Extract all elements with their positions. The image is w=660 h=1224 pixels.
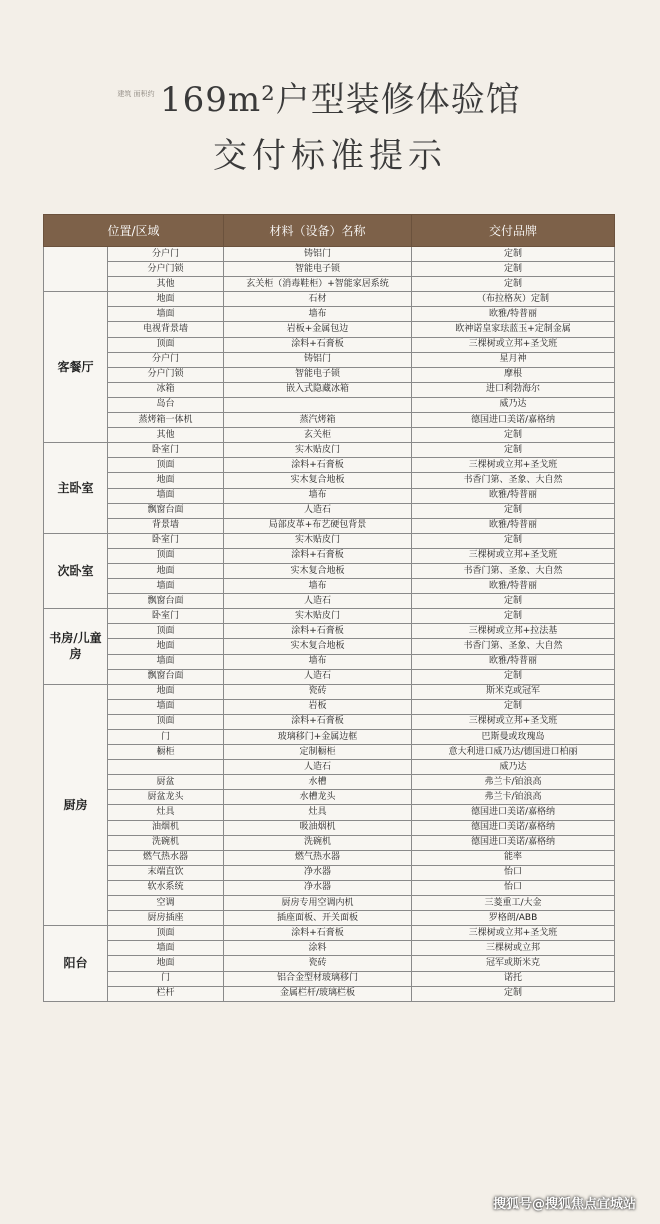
- table-row: [44, 473, 615, 488]
- material-cell: 人造石: [224, 669, 412, 684]
- brand-cell: 定制: [412, 428, 615, 443]
- table-row: [44, 699, 615, 714]
- sub-location-cell: 顶面: [108, 714, 224, 729]
- brand-cell: 三棵树或立邦+圣戈班: [412, 458, 615, 473]
- material-cell: 蒸汽烤箱: [224, 413, 412, 428]
- table-row: [44, 443, 615, 458]
- material-cell: 岩板+金属包边: [224, 322, 412, 337]
- brand-cell: 怡口: [412, 880, 615, 895]
- table-row: [44, 745, 615, 760]
- sub-location-cell: [108, 760, 224, 775]
- material-cell: 智能电子锁: [224, 367, 412, 382]
- material-cell: 嵌入式隐藏冰箱: [224, 382, 412, 397]
- sub-location-cell: 墙面: [108, 654, 224, 669]
- material-cell: 净水器: [224, 865, 412, 880]
- material-cell: 插座面板、开关面板: [224, 911, 412, 926]
- table-row: [44, 413, 615, 428]
- sub-location-cell: 末端直饮: [108, 865, 224, 880]
- brand-cell: 德国进口美诺/嘉格纳: [412, 413, 615, 428]
- sub-location-cell: 其他: [108, 428, 224, 443]
- sub-location-cell: 分户门锁: [108, 262, 224, 277]
- sub-location-cell: 冰箱: [108, 382, 224, 397]
- sub-location-cell: 其他: [108, 277, 224, 292]
- sub-location-cell: 地面: [108, 292, 224, 307]
- material-cell: 实木贴皮门: [224, 443, 412, 458]
- table-row: [44, 277, 615, 292]
- column-header-brand: 交付品牌: [412, 215, 615, 247]
- table-row: [44, 639, 615, 654]
- material-cell: 实木复合地板: [224, 639, 412, 654]
- sub-location-cell: 飘窗台面: [108, 669, 224, 684]
- brand-cell: 三菱重工/大金: [412, 896, 615, 911]
- table-row: [44, 730, 615, 745]
- table-row: [44, 307, 615, 322]
- table-row: [44, 835, 615, 850]
- material-cell: 涂料+石膏板: [224, 624, 412, 639]
- sub-location-cell: 分户门: [108, 352, 224, 367]
- table-row: [44, 790, 615, 805]
- table-row: [44, 579, 615, 594]
- material-cell: 岩板: [224, 699, 412, 714]
- sub-location-cell: 橱柜: [108, 745, 224, 760]
- material-cell: 铸铝门: [224, 247, 412, 262]
- material-cell: 人造石: [224, 760, 412, 775]
- table-row: [44, 714, 615, 729]
- sub-location-cell: 卧室门: [108, 609, 224, 624]
- material-cell: 人造石: [224, 503, 412, 518]
- brand-cell: 欧雅/特普丽: [412, 654, 615, 669]
- column-header-material: 材料（设备）名称: [224, 215, 412, 247]
- sub-location-cell: 灶具: [108, 805, 224, 820]
- brand-cell: 定制: [412, 277, 615, 292]
- table-row: [44, 956, 615, 971]
- brand-cell: 冠军或斯米克: [412, 956, 615, 971]
- material-cell: 实木复合地板: [224, 563, 412, 578]
- table-row: [44, 397, 615, 412]
- brand-cell: 罗格朗/ABB: [412, 911, 615, 926]
- material-cell: 实木贴皮门: [224, 609, 412, 624]
- table-row: [44, 322, 615, 337]
- sub-location-cell: 门: [108, 971, 224, 986]
- sub-location-cell: 栏杆: [108, 986, 224, 1001]
- table-row: [44, 760, 615, 775]
- table-row: [44, 911, 615, 926]
- sub-location-cell: 墙面: [108, 488, 224, 503]
- page-title: 169m²户型装修体验馆: [160, 80, 521, 120]
- table-header-row: [44, 215, 615, 247]
- table-row: [44, 820, 615, 835]
- sub-location-cell: 蒸烤箱一体机: [108, 413, 224, 428]
- table-row: [44, 971, 615, 986]
- brand-cell: 欧雅/特普丽: [412, 518, 615, 533]
- material-cell: 瓷砖: [224, 956, 412, 971]
- sub-location-cell: 墙面: [108, 579, 224, 594]
- brand-cell: 三棵树或立邦+圣戈班: [412, 337, 615, 352]
- sub-location-cell: 地面: [108, 473, 224, 488]
- brand-cell: 欧雅/特普丽: [412, 488, 615, 503]
- table-row: [44, 548, 615, 563]
- brand-cell: 书香门第、圣象、大自然: [412, 563, 615, 578]
- material-cell: 玄关柜: [224, 428, 412, 443]
- material-cell: 石材: [224, 292, 412, 307]
- page-header: [0, 0, 660, 200]
- delivery-standard-table: [43, 214, 615, 1002]
- material-cell: 定制橱柜: [224, 745, 412, 760]
- table-row: [44, 367, 615, 382]
- brand-cell: 书香门第、圣象、大自然: [412, 473, 615, 488]
- brand-cell: 定制: [412, 699, 615, 714]
- sub-location-cell: 电视背景墙: [108, 322, 224, 337]
- table-row: [44, 337, 615, 352]
- material-cell: 净水器: [224, 880, 412, 895]
- material-cell: 金属栏杆/玻璃栏板: [224, 986, 412, 1001]
- material-cell: 涂料+石膏板: [224, 926, 412, 941]
- brand-cell: 定制: [412, 594, 615, 609]
- brand-cell: 进口利勃海尔: [412, 382, 615, 397]
- brand-cell: 定制: [412, 669, 615, 684]
- material-cell: 涂料+石膏板: [224, 548, 412, 563]
- brand-cell: 弗兰卡/铂浪高: [412, 775, 615, 790]
- sub-location-cell: 岛台: [108, 397, 224, 412]
- material-cell: 局部皮革+布艺硬包背景: [224, 518, 412, 533]
- table-row: [44, 926, 615, 941]
- material-cell: 墙布: [224, 579, 412, 594]
- area-cell: [44, 247, 108, 292]
- sub-location-cell: 顶面: [108, 624, 224, 639]
- brand-cell: 怡口: [412, 865, 615, 880]
- material-cell: 涂料: [224, 941, 412, 956]
- material-cell: 智能电子锁: [224, 262, 412, 277]
- sub-location-cell: 厨盆: [108, 775, 224, 790]
- sub-location-cell: 地面: [108, 684, 224, 699]
- material-cell: 洗碗机: [224, 835, 412, 850]
- sub-location-cell: 厨房插座: [108, 911, 224, 926]
- column-header-location: 位置/区域: [44, 215, 224, 247]
- table-row: [44, 624, 615, 639]
- table-row: [44, 609, 615, 624]
- brand-cell: 能率: [412, 850, 615, 865]
- sub-location-cell: 飘窗台面: [108, 594, 224, 609]
- material-cell: 瓷砖: [224, 684, 412, 699]
- table-row: [44, 684, 615, 699]
- brand-cell: 三棵树或立邦+圣戈班: [412, 548, 615, 563]
- brand-cell: 欧雅/特普丽: [412, 307, 615, 322]
- sub-location-cell: 燃气热水器: [108, 850, 224, 865]
- material-cell: 水槽龙头: [224, 790, 412, 805]
- material-cell: 涂料+石膏板: [224, 337, 412, 352]
- sub-location-cell: 卧室门: [108, 443, 224, 458]
- sub-location-cell: 分户门: [108, 247, 224, 262]
- table-row: [44, 654, 615, 669]
- material-cell: 玻璃移门+金属边框: [224, 730, 412, 745]
- table-row: [44, 563, 615, 578]
- material-cell: 墙布: [224, 488, 412, 503]
- table-row: [44, 262, 615, 277]
- sub-location-cell: 顶面: [108, 458, 224, 473]
- brand-cell: 三棵树或立邦+圣戈班: [412, 714, 615, 729]
- brand-cell: （布拉格灰）定制: [412, 292, 615, 307]
- material-cell: 燃气热水器: [224, 850, 412, 865]
- table-row: [44, 669, 615, 684]
- watermark: 搜狐号@搜狐焦点宜城站: [492, 1197, 636, 1212]
- sub-location-cell: 墙面: [108, 307, 224, 322]
- table-row: [44, 292, 615, 307]
- table-row: [44, 352, 615, 367]
- sub-location-cell: 墙面: [108, 941, 224, 956]
- material-cell: 墙布: [224, 654, 412, 669]
- brand-cell: 斯米克或冠军: [412, 684, 615, 699]
- sub-location-cell: 门: [108, 730, 224, 745]
- table-row: [44, 850, 615, 865]
- sub-location-cell: 墙面: [108, 699, 224, 714]
- material-cell: 吸油烟机: [224, 820, 412, 835]
- sub-location-cell: 顶面: [108, 926, 224, 941]
- brand-cell: 威乃达: [412, 397, 615, 412]
- table-row: [44, 986, 615, 1001]
- material-cell: 铸铝门: [224, 352, 412, 367]
- brand-cell: 德国进口美诺/嘉格纳: [412, 820, 615, 835]
- brand-cell: 三棵树或立邦+圣戈班: [412, 926, 615, 941]
- area-cell: 阳台: [44, 926, 108, 1001]
- sub-location-cell: 飘窗台面: [108, 503, 224, 518]
- brand-cell: 定制: [412, 503, 615, 518]
- brand-cell: 德国进口美诺/嘉格纳: [412, 835, 615, 850]
- brand-cell: 欧神诺皇家珐蓝玉+定制金属: [412, 322, 615, 337]
- table-row: [44, 533, 615, 548]
- brand-cell: 三棵树或立邦+拉法基: [412, 624, 615, 639]
- sub-location-cell: 油烟机: [108, 820, 224, 835]
- brand-cell: 定制: [412, 986, 615, 1001]
- brand-cell: 威乃达: [412, 760, 615, 775]
- sub-location-cell: 地面: [108, 639, 224, 654]
- sub-location-cell: 洗碗机: [108, 835, 224, 850]
- brand-cell: 弗兰卡/铂浪高: [412, 790, 615, 805]
- table-row: [44, 880, 615, 895]
- table-row: [44, 458, 615, 473]
- table-row: [44, 488, 615, 503]
- brand-cell: 定制: [412, 247, 615, 262]
- table-row: [44, 594, 615, 609]
- material-cell: 灶具: [224, 805, 412, 820]
- material-cell: 人造石: [224, 594, 412, 609]
- table-row: [44, 247, 615, 262]
- table-row: [44, 775, 615, 790]
- material-cell: 厨房专用空调内机: [224, 896, 412, 911]
- area-cell: 主卧室: [44, 443, 108, 534]
- area-note: 建筑 面积约: [117, 90, 155, 98]
- table-row: [44, 865, 615, 880]
- sub-location-cell: 背景墙: [108, 518, 224, 533]
- sub-location-cell: 地面: [108, 956, 224, 971]
- table-row: [44, 518, 615, 533]
- material-cell: 墙布: [224, 307, 412, 322]
- table-row: [44, 896, 615, 911]
- brand-cell: 德国进口美诺/嘉格纳: [412, 805, 615, 820]
- brand-cell: 摩根: [412, 367, 615, 382]
- sub-location-cell: 厨盆龙头: [108, 790, 224, 805]
- sub-location-cell: 软水系统: [108, 880, 224, 895]
- material-cell: 涂料+石膏板: [224, 714, 412, 729]
- page-subtitle: 交付标准提示: [213, 136, 447, 176]
- table-row: [44, 503, 615, 518]
- brand-cell: 星月神: [412, 352, 615, 367]
- brand-cell: 定制: [412, 533, 615, 548]
- brand-cell: 书香门第、圣象、大自然: [412, 639, 615, 654]
- sub-location-cell: 分户门锁: [108, 367, 224, 382]
- brand-cell: 定制: [412, 443, 615, 458]
- area-cell: 次卧室: [44, 533, 108, 608]
- sub-location-cell: 卧室门: [108, 533, 224, 548]
- material-cell: 水槽: [224, 775, 412, 790]
- brand-cell: 三棵树或立邦: [412, 941, 615, 956]
- sub-location-cell: 顶面: [108, 548, 224, 563]
- brand-cell: 诺托: [412, 971, 615, 986]
- area-cell: 厨房: [44, 684, 108, 926]
- brand-cell: 巴斯曼或玫瑰岛: [412, 730, 615, 745]
- table-row: [44, 428, 615, 443]
- material-cell: 实木贴皮门: [224, 533, 412, 548]
- brand-cell: 欧雅/特普丽: [412, 579, 615, 594]
- sub-location-cell: 空调: [108, 896, 224, 911]
- table-row: [44, 805, 615, 820]
- brand-cell: 意大利进口威乃达/德国进口柏丽: [412, 745, 615, 760]
- table-row: [44, 941, 615, 956]
- brand-cell: 定制: [412, 609, 615, 624]
- material-cell: 玄关柜（消毒鞋柜）+智能家居系统: [224, 277, 412, 292]
- material-cell: 铝合金型材玻璃移门: [224, 971, 412, 986]
- area-cell: 客餐厅: [44, 292, 108, 443]
- brand-cell: 定制: [412, 262, 615, 277]
- table-body: [44, 247, 615, 1002]
- material-cell: 涂料+石膏板: [224, 458, 412, 473]
- material-cell: 实木复合地板: [224, 473, 412, 488]
- material-cell: [224, 397, 412, 412]
- table-row: [44, 382, 615, 397]
- sub-location-cell: 顶面: [108, 337, 224, 352]
- sub-location-cell: 地面: [108, 563, 224, 578]
- area-cell: 书房/儿童房: [44, 609, 108, 684]
